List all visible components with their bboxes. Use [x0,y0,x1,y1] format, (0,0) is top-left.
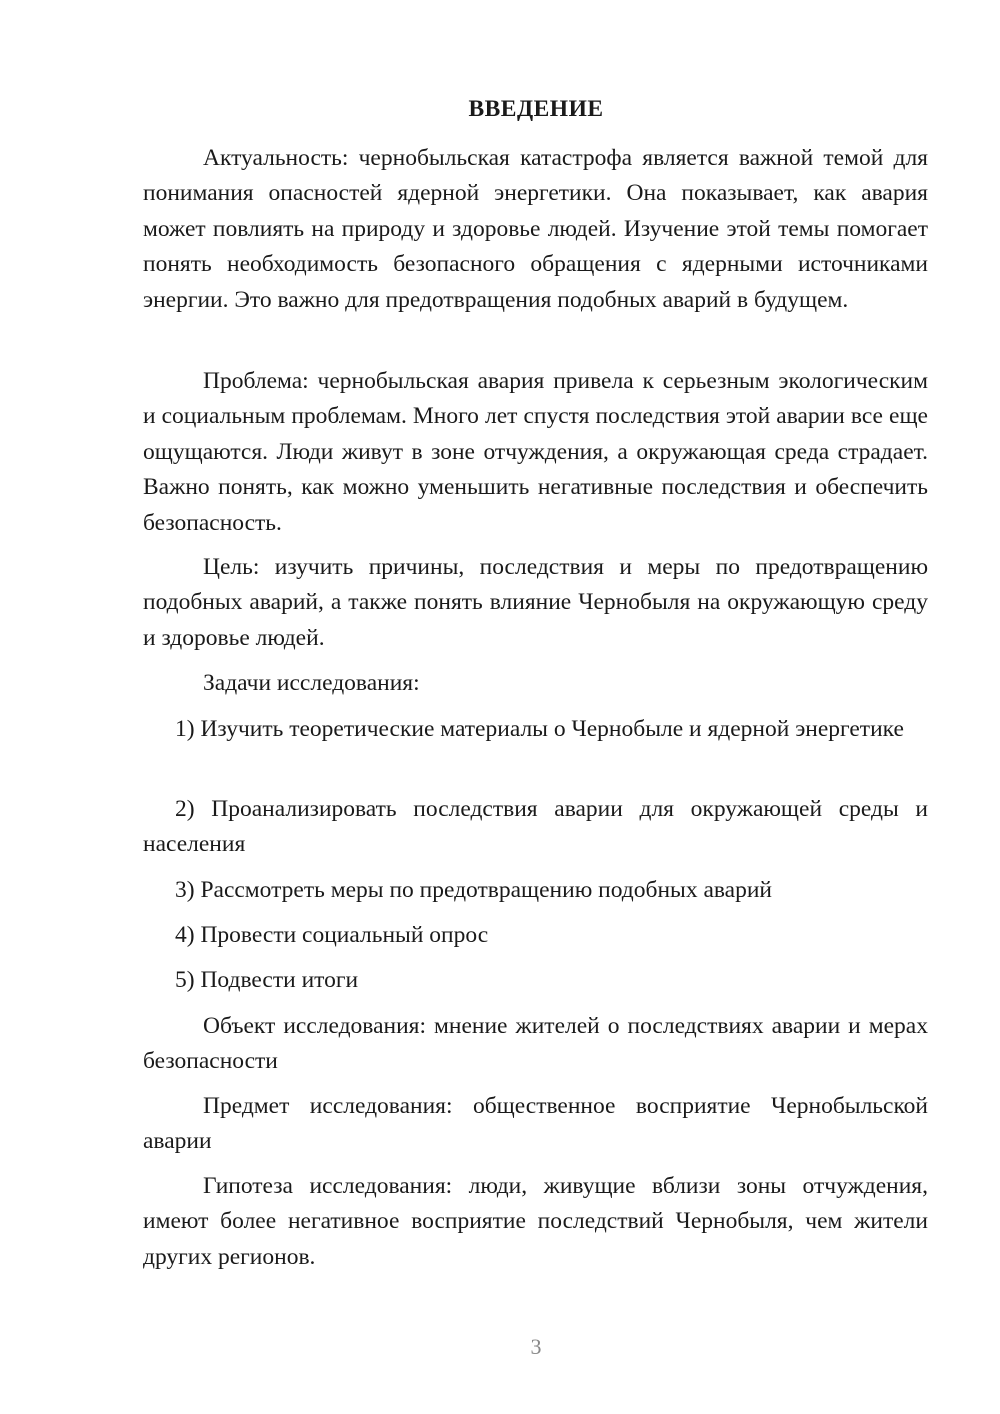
paragraph-goal: Цель: изучить причины, последствия и меры по предотвращению подобных аварий, а также понять влияние Чернобыля на окружающую среду и здоровье людей. [143,554,928,651]
task-item-1: 1) Изучить теоретические материалы о Чернобыле и ядерной энергетике [175,716,904,742]
paragraph-object: Объект исследования: мнение жителей о последствиях аварии и мерах безопасности [143,1013,928,1075]
paragraph-problem: Проблема: чернобыльская авария привела к серьезным экологическим и социальным проблемам. Много лет спустя последствия этой аварии все еще ощущаются. Люди живут в зоне отчуждения, а окружающая среда страдает. Важно понять, как можно уменьшить негативные последствия и обеспечить безопасность. [143,368,928,536]
page-title: ВВЕДЕНИЕ [468,96,604,122]
task-item-4: 4) Провести социальный опрос [175,922,489,948]
task-item-5: 5) Подвести итоги [175,967,359,993]
paragraph-relevance: Актуальность: чернобыльская катастрофа является важной темой для понимания опасностей ядерной энергетики. Она показывает, как авария может повлиять на природу и здоровье людей. Изучение этой темы помогает понять необходимость безопасного обращения с ядерными источниками энергии. Это важно для предотвращения подобных аварий в будущем. [143,145,928,313]
paragraph-subject: Предмет исследования: общественное восприятие Чернобыльской аварии [143,1093,928,1155]
task-item-3: 3) Рассмотреть меры по предотвращению подобных аварий [175,877,772,903]
paragraph-hypothesis: Гипотеза исследования: люди, живущие вблизи зоны отчуждения, имеют более негативное восприятие последствий Чернобыля, чем жители других регионов. [143,1173,928,1270]
tasks-heading: Задачи исследования: [203,670,420,696]
task-item-2: 2) Проанализировать последствия аварии для окружающей среды и населения [143,796,928,858]
page-number: 3 [530,1334,542,1359]
